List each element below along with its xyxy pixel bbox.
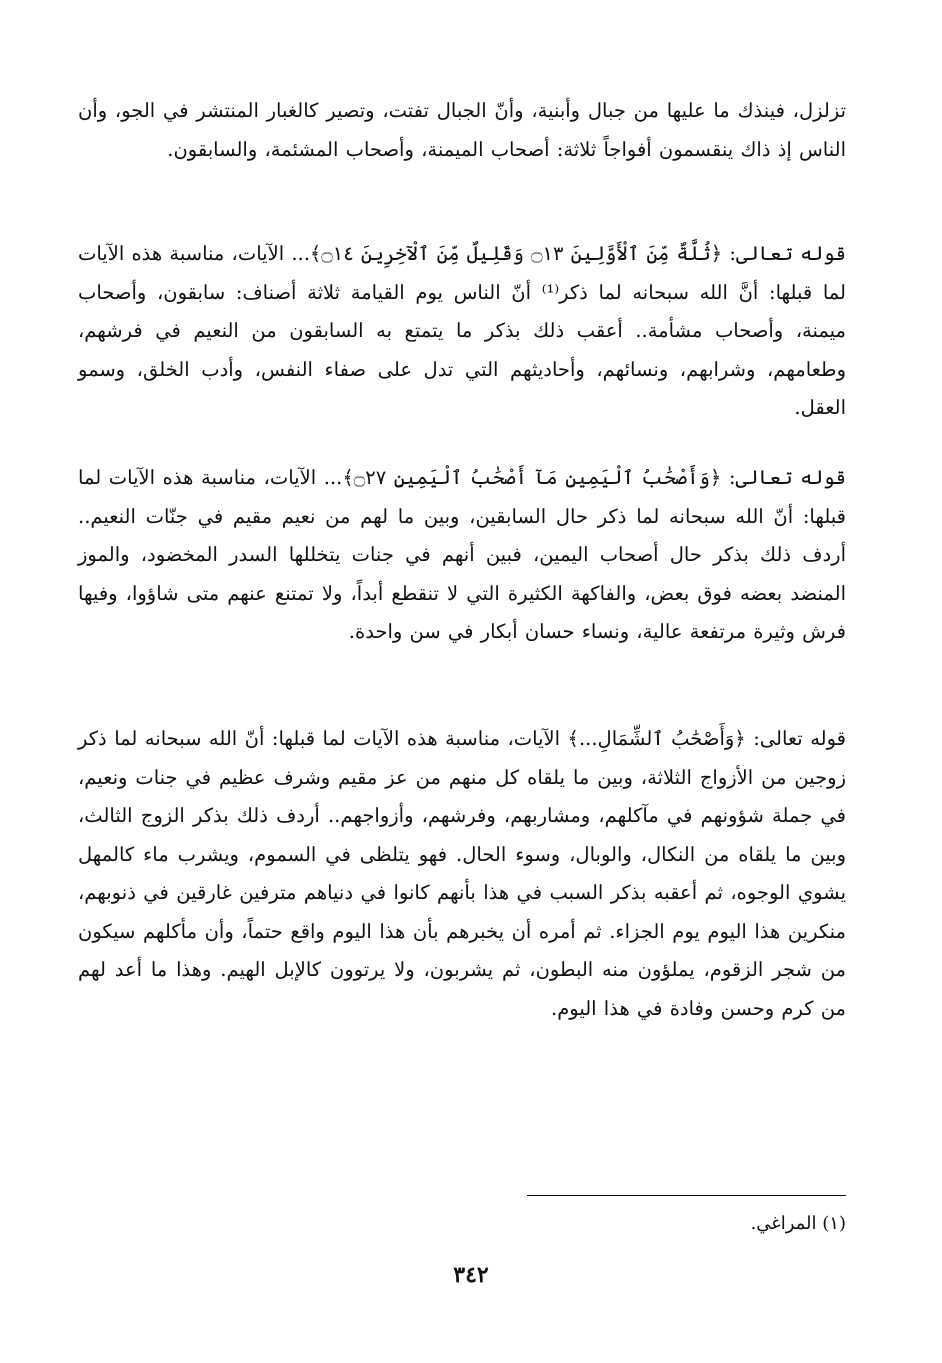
page-number: ٣٤٢ [453,1262,489,1288]
paragraph-ashab-al-shimal: قوله تعالى: ﴿وَأَصْحَٰبُ ٱلشِّمَالِ...﴾ الآيات، مناسبة هذه الآيات لما قبلها: أنّ الله سبحانه لما ذكر زوجين من الأزواج الثلاثة، وبين ما يلقاه كل منهم من عز مقيم وشرف عظيم في جنات ونعيم، في جملة شؤونهم في مآكلهم، ومشاربهم، وفرشهم، وأزواجهم.. أردف ذلك بذكر الزوج الثالث، وبين ما يلقاه من النكال، والوبال، وسوء الحال. فهو يتلظى في السموم، ويشرب ماء كالمهل يشوي الوجوه، ثم أعقبه بذكر السبب في هذا بأنهم كانوا في دنياهم مترفين غارقين في ذنوبهم، منكرين هذا اليوم يوم الجزاء. ثم أمره أن يخبرهم بأن هذا اليوم واقع حتماً، وأن مأكلهم سيكون من شجر الزقوم، يملؤون منه البطون، ثم يشربون، ولا يرتوون كالإبل الهيم. وهذا ما أعد لهم من كرم وحسن وفادة في هذا اليوم. [78,727,846,1020]
paragraph-sabiqun: قوله تعالى: ﴿ثُلَّةٌ مِّنَ ٱلْأَوَّلِينَ ۝١٣ وَقَلِيلٌ مِّنَ ٱلْآخِرِينَ ۝١٤﴾... الآيات، مناسبة هذه الآيات لما قبلها: أنَّ الله سبحانه لما ذكر⁽¹⁾ أنّ الناس يوم القيامة ثلاثة أصناف: سابقون، وأصحاب ميمنة، وأصحاب مشأمة.. أعقب ذلك بذكر ما يتمتع به السابقون من النعيم في فرشهم، وطعامهم، وشرابهم، ونسائهم، وأحاديثهم التي تدل على صفاء النفس، وأدب الخلق، وسمو العقل. [78,242,846,419]
paragraph-earthquake-groups: تزلزل، فينذك ما عليها من جبال وأبنية، وأنّ الجبال تفتت، وتصير كالغبار المنتشر في الجو، وأن الناس إذ ذاك ينقسمون أفواجاً ثلاثة: أصحاب الميمنة، وأصحاب المشئمة، والسابقون. [78,99,847,161]
footnote-divider [527,1195,846,1196]
paragraph-ashab-al-yamin: قوله تعالى: ﴿وَأَصْحَٰبُ ٱلْيَمِينِ مَآ أَصْحَٰبُ ٱلْيَمِينِ ۝٢٧﴾... الآيات، مناسبة هذه الآيات لما قبلها: أنّ الله سبحانه لما ذكر حال السابقين، وبين ما لهم من نعيم مقيم في جنّات النعيم.. أردف ذلك بذكر حال أصحاب اليمين، فبين أنهم في جنات يتخللها السدر المخضود، والموز المنضد بعضه فوق بعض، والفاكهة الكثيرة التي لا تنقطع أبداً، ولا تمتنع عنهم متى شاؤوا، وفيها فرش وثيرة مرتفعة عالية، ونساء حسان أبكار في سن واحدة. [78,466,846,643]
footnote: (١) المراغي. [750,1213,846,1234]
